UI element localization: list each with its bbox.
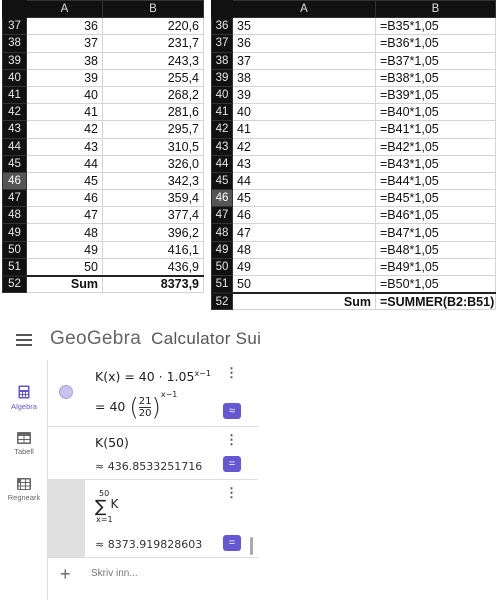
table-row	[212, 69, 496, 86]
cell-a[interactable]: 47	[233, 224, 376, 241]
row-header[interactable]: 51	[3, 258, 27, 275]
table-row	[212, 52, 496, 69]
cell-b[interactable]: 220,6	[103, 18, 204, 35]
visibility-toggle-icon[interactable]	[59, 385, 73, 399]
cell-b[interactable]: =B47*1,05	[376, 224, 496, 241]
row-header[interactable]: 43	[3, 121, 27, 138]
cell-a[interactable]: 41	[233, 121, 376, 138]
sum-label-cell[interactable]: Sum	[27, 276, 103, 293]
row-header[interactable]: 44	[212, 155, 233, 172]
cell-a[interactable]: 49	[27, 241, 103, 258]
row-header[interactable]: 39	[212, 69, 233, 86]
cell-a[interactable]: 36	[233, 35, 376, 52]
row-header[interactable]: 48	[3, 207, 27, 224]
cell-b[interactable]: =B38*1,05	[376, 69, 496, 86]
cell-a[interactable]: 44	[27, 155, 103, 172]
nav-spreadsheet[interactable]	[0, 478, 48, 502]
cell-a[interactable]: 39	[233, 86, 376, 103]
select-all-corner[interactable]	[212, 1, 233, 18]
cell-b[interactable]: 377,4	[103, 207, 204, 224]
spreadsheet-icon	[17, 478, 31, 490]
cell-b[interactable]: =B35*1,05	[376, 18, 496, 35]
column-header-a[interactable]: A	[27, 1, 103, 18]
cell-a[interactable]: 35	[233, 18, 376, 35]
toggle-exact-button[interactable]: =	[223, 456, 241, 472]
row-header[interactable]: 43	[212, 138, 233, 155]
row-header[interactable]: 52	[212, 293, 233, 310]
geogebra-app	[0, 322, 265, 600]
cell-b[interactable]: =B44*1,05	[376, 172, 496, 189]
table-row	[3, 241, 204, 258]
cell-a[interactable]: 38	[233, 69, 376, 86]
table-row	[212, 172, 496, 189]
calculator-icon	[18, 385, 30, 399]
cell-b[interactable]: 231,7	[103, 35, 204, 52]
cell-a[interactable]: 42	[233, 138, 376, 155]
fraction-numerator: 21	[138, 396, 152, 407]
table-row	[212, 18, 496, 35]
cell-a[interactable]: 43	[27, 138, 103, 155]
right-spreadsheet	[211, 0, 496, 310]
cell-a[interactable]: 46	[27, 190, 103, 207]
sum-label-cell[interactable]: Sum	[233, 293, 376, 310]
cell-b[interactable]: 310,5	[103, 138, 204, 155]
nav-algebra[interactable]	[0, 385, 48, 411]
scrollbar[interactable]	[250, 537, 253, 555]
sum-row	[212, 293, 496, 310]
table-row	[212, 258, 496, 275]
toggle-exact-button[interactable]: =	[223, 535, 241, 551]
cell-a[interactable]: 37	[27, 35, 103, 52]
cell-a[interactable]: 41	[27, 104, 103, 121]
paren-left: (	[129, 393, 139, 422]
row-header[interactable]: 52	[3, 276, 27, 293]
add-icon[interactable]: +	[60, 564, 71, 584]
table-row	[3, 69, 204, 86]
table-row	[212, 155, 496, 172]
app-header	[0, 322, 265, 356]
cell-a[interactable]: 36	[27, 18, 103, 35]
cell-b[interactable]: =B49*1,05	[376, 258, 496, 275]
cell-a[interactable]: 42	[27, 121, 103, 138]
table-row	[212, 207, 496, 224]
row-header[interactable]: 42	[212, 121, 233, 138]
cell-b[interactable]: =B43*1,05	[376, 155, 496, 172]
cell-b[interactable]: 416,1	[103, 241, 204, 258]
entry-marker-selected	[48, 480, 85, 557]
cell-a[interactable]: 40	[27, 86, 103, 103]
definition-lhs: K(x) = 40 · 1.05	[95, 369, 195, 385]
cell-b[interactable]: 326,0	[103, 155, 204, 172]
column-header-b[interactable]: B	[103, 1, 204, 18]
cell-b[interactable]: 396,2	[103, 224, 204, 241]
sum-expression[interactable]	[95, 490, 118, 524]
cell-a[interactable]: 44	[233, 172, 376, 189]
cell-a[interactable]: 48	[27, 224, 103, 241]
row-header[interactable]: 39	[3, 52, 27, 69]
table-row	[3, 258, 204, 275]
cell-b[interactable]: 243,3	[103, 52, 204, 69]
nav-algebra-label: Algebra	[11, 402, 37, 411]
table-row	[3, 35, 204, 52]
row-header[interactable]: 49	[3, 224, 27, 241]
cell-b[interactable]: 436,9	[103, 258, 204, 275]
table-row	[3, 52, 204, 69]
algebra-entry-definition[interactable]	[48, 360, 258, 427]
sum-result: ≈ 8373.919828603	[95, 538, 203, 551]
row-header[interactable]: 44	[3, 138, 27, 155]
nav-spreadsheet-label: Regneark	[7, 493, 41, 502]
table-row	[212, 224, 496, 241]
row-header[interactable]: 36	[212, 18, 233, 35]
app-title	[50, 328, 261, 350]
definition-result	[95, 390, 177, 422]
column-header-a[interactable]: A	[233, 1, 376, 18]
paren-right: )	[151, 393, 161, 422]
table-row	[3, 104, 204, 121]
cell-b[interactable]: =B36*1,05	[376, 35, 496, 52]
select-all-corner[interactable]	[3, 1, 27, 18]
table-row	[3, 190, 204, 207]
table-row	[3, 18, 204, 35]
cell-b[interactable]: =B48*1,05	[376, 241, 496, 258]
function-definition[interactable]	[95, 369, 211, 384]
table-icon	[17, 432, 31, 444]
sum-value-cell[interactable]: =SUMMER(B2:B51)	[376, 293, 496, 310]
row-header[interactable]: 45	[3, 155, 27, 172]
entry-marker	[48, 360, 85, 426]
table-row	[212, 104, 496, 121]
row-header[interactable]: 38	[3, 35, 27, 52]
cell-a[interactable]: 38	[27, 52, 103, 69]
nav-table-label: Tabell	[14, 447, 34, 456]
cell-a[interactable]: 43	[233, 155, 376, 172]
row-header[interactable]: 47	[3, 190, 27, 207]
cell-a[interactable]: 47	[27, 207, 103, 224]
row-header[interactable]: 41	[3, 86, 27, 103]
evaluation-input[interactable]: K(50)	[95, 435, 129, 450]
sum-lower-limit: x=1	[96, 515, 113, 524]
table-row	[3, 207, 204, 224]
view-sidebar	[0, 360, 48, 600]
cell-b[interactable]: =B41*1,05	[376, 121, 496, 138]
row-header[interactable]: 51	[212, 276, 233, 293]
algebra-input[interactable]	[91, 568, 241, 579]
evaluation-result: ≈ 436.8533251716	[95, 460, 203, 473]
table-row	[3, 138, 204, 155]
row-header[interactable]: 45	[212, 172, 233, 189]
table-row	[212, 276, 496, 293]
row-header[interactable]: 40	[212, 86, 233, 103]
menu-icon[interactable]	[16, 334, 32, 346]
cell-b[interactable]: =B45*1,05	[376, 190, 496, 207]
cell-a[interactable]: 37	[233, 52, 376, 69]
cell-b[interactable]: =B42*1,05	[376, 138, 496, 155]
table-row	[212, 190, 496, 207]
table-row	[212, 241, 496, 258]
row-header[interactable]: 50	[212, 258, 233, 275]
brand-name: GeoGebra	[50, 328, 142, 349]
row-header[interactable]: 37	[3, 18, 27, 35]
cell-a[interactable]: 50	[233, 276, 376, 293]
row-header[interactable]: 48	[212, 224, 233, 241]
toggle-approx-button[interactable]: ≈	[223, 403, 241, 419]
fraction-denominator: 20	[138, 408, 152, 419]
row-header[interactable]: 46	[212, 190, 233, 207]
cell-a[interactable]: 45	[27, 172, 103, 189]
cell-a[interactable]: 40	[233, 104, 376, 121]
row-header[interactable]: 38	[212, 52, 233, 69]
table-row	[212, 121, 496, 138]
result-exponent: x−1	[160, 390, 178, 399]
row-header[interactable]: 47	[212, 207, 233, 224]
cell-b[interactable]: 359,4	[103, 190, 204, 207]
cell-b[interactable]: 255,4	[103, 69, 204, 86]
cell-b[interactable]: 268,2	[103, 86, 204, 103]
cell-b[interactable]: 295,7	[103, 121, 204, 138]
cell-b[interactable]: 281,6	[103, 104, 204, 121]
algebra-entry-evaluation[interactable]	[48, 427, 258, 480]
cell-b[interactable]: =B39*1,05	[376, 86, 496, 103]
cell-a[interactable]: 49	[233, 258, 376, 275]
cell-a[interactable]: 50	[27, 258, 103, 275]
row-header[interactable]: 49	[212, 241, 233, 258]
cell-b[interactable]: =B40*1,05	[376, 104, 496, 121]
input-bar[interactable]	[48, 560, 258, 590]
product-name: Calculator Sui	[151, 329, 262, 348]
cell-b[interactable]: =B37*1,05	[376, 52, 496, 69]
column-header-b[interactable]: B	[376, 1, 496, 18]
cell-a[interactable]: 39	[27, 69, 103, 86]
cell-b[interactable]: =B46*1,05	[376, 207, 496, 224]
table-row	[212, 35, 496, 52]
sum-symbol: ∑	[95, 497, 107, 517]
table-row	[212, 86, 496, 103]
result-coefficient: = 40	[95, 399, 126, 414]
cell-b[interactable]: =B50*1,05	[376, 276, 496, 293]
sum-row	[3, 276, 204, 293]
row-header[interactable]: 42	[3, 104, 27, 121]
table-row	[212, 138, 496, 155]
sum-term: K	[110, 497, 119, 511]
entry-marker	[48, 427, 85, 479]
more-options-icon[interactable]: ⋮	[225, 432, 238, 447]
definition-exponent: x−1	[194, 369, 211, 378]
cell-a[interactable]: 46	[233, 207, 376, 224]
nav-table[interactable]	[0, 432, 48, 456]
table-row	[3, 224, 204, 241]
cell-a[interactable]: 48	[233, 241, 376, 258]
sum-upper-limit: 50	[99, 489, 110, 498]
row-header[interactable]: 41	[212, 104, 233, 121]
algebra-entry-sum[interactable]	[48, 480, 258, 558]
sum-value-cell[interactable]: 8373,9	[103, 276, 204, 293]
cell-b[interactable]: 342,3	[103, 172, 204, 189]
row-header[interactable]: 46	[3, 172, 27, 189]
row-header[interactable]: 40	[3, 69, 27, 86]
cell-a[interactable]: 45	[233, 190, 376, 207]
table-row	[3, 86, 204, 103]
row-header[interactable]: 37	[212, 35, 233, 52]
more-options-icon[interactable]: ⋮	[225, 365, 238, 380]
row-header[interactable]: 50	[3, 241, 27, 258]
table-row	[3, 155, 204, 172]
left-spreadsheet	[2, 0, 204, 293]
more-options-icon[interactable]: ⋮	[225, 485, 238, 500]
fraction	[139, 396, 152, 419]
table-row	[3, 121, 204, 138]
table-row	[3, 172, 204, 189]
